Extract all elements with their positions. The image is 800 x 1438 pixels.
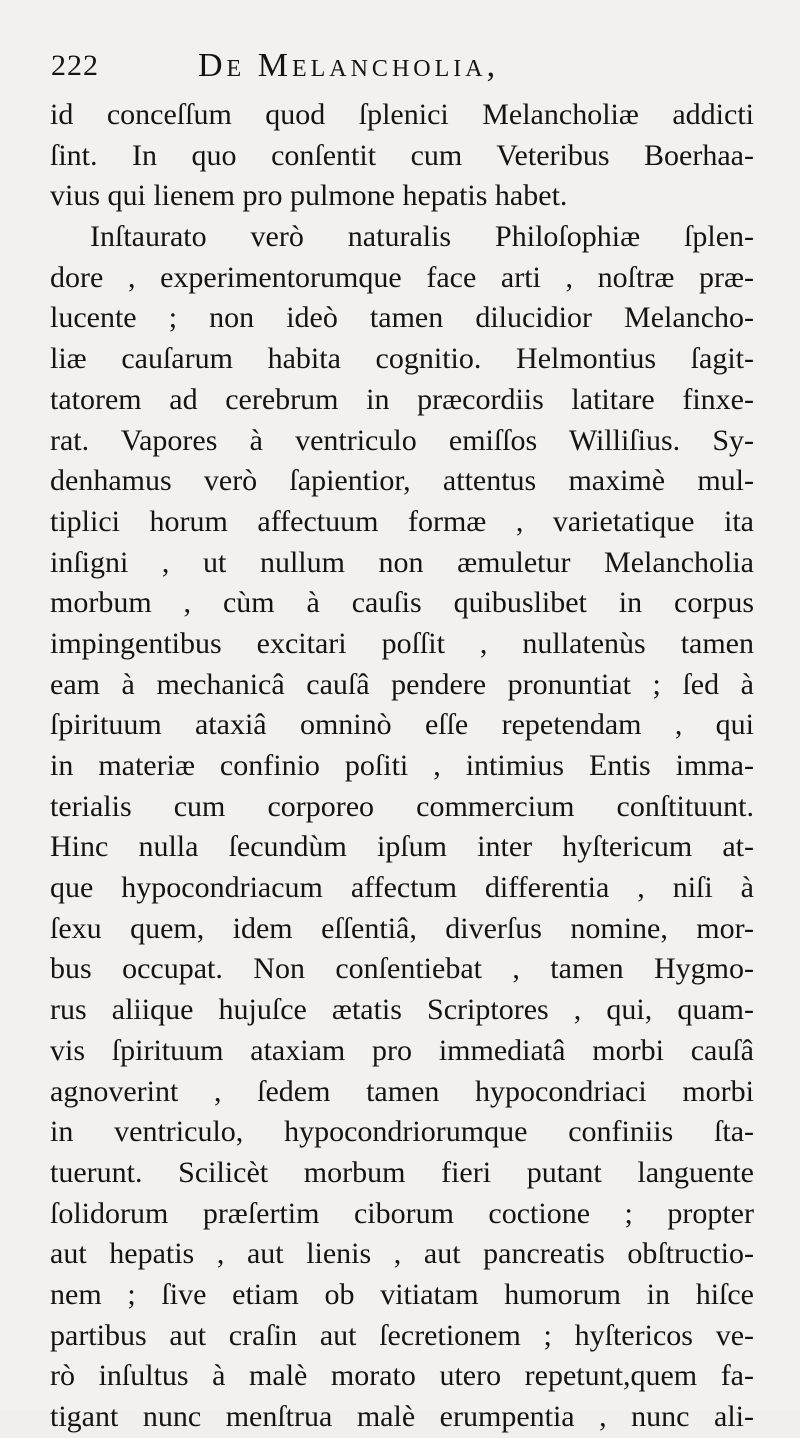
text-line: aut hepatis , aut lienis , aut pancreatis obſtructio- [50, 1237, 754, 1271]
text-line: in ventriculo, hypocondriorumque confiniis ſta- [50, 1115, 754, 1149]
text-line: partibus aut craſin aut ſecretionem ; hyſtericos ve- [50, 1318, 754, 1352]
text-line: denhamus verò ſapientior, attentus maximè mul- [50, 464, 754, 498]
text-line: nem ; ſive etiam ob vitiatam humorum in hiſce [50, 1277, 754, 1311]
text-line: ſint. In quo conſentit cum Veteribus Boerhaa- [50, 138, 754, 172]
text-line: tiplici horum affectuum formæ , varietatique ita [50, 504, 754, 538]
text-line: ſolidorum præſertim ciborum coctione ; propter [50, 1196, 754, 1230]
text-line: Hinc nulla ſecundùm ipſum inter hyſtericum at- [50, 830, 754, 864]
text-line: tuerunt. Scilicèt morbum fieri putant languente [50, 1155, 754, 1189]
text-line: agnoverint , ſedem tamen hypocondriaci morbi [50, 1074, 754, 1108]
page-number: 222 [51, 49, 99, 82]
text-line: morbum , cùm à cauſis quibuslibet in corpus [50, 586, 754, 620]
page-header [48, 42, 768, 90]
text-line: inſigni , ut nullum non æmuletur Melancholia [50, 545, 754, 579]
text-line: rus aliique hujuſce ætatis Scriptores , qui, quam- [50, 993, 754, 1027]
running-title: De Melancholia, [198, 47, 500, 84]
text-line: vius qui lienem pro pulmone hepatis habet. [50, 179, 568, 213]
text-line: ſexu quem, idem eſſentiâ, diverſus nomine, mor- [50, 911, 754, 945]
text-line: rò inſultus à malè morato utero repetunt,quem fa- [50, 1359, 754, 1393]
text-line: eam à mechanicâ cauſâ pendere pronuntiat ; ſed à [50, 667, 754, 701]
text-line: bus occupat. Non conſentiebat , tamen Hygmo- [50, 952, 754, 986]
text-line: Inſtaurato verò naturalis Philoſophiæ ſplen- [90, 220, 754, 254]
text-line: id conceſſum quod ſplenici Melancholiæ addicti [50, 98, 754, 131]
text-line: rat. Vapores à ventriculo emiſſos Williſius. Sy- [50, 423, 754, 457]
text-line: vis ſpirituum ataxiam pro immediatâ morbi cauſâ [50, 1033, 754, 1067]
text-line: liæ cauſarum habita cognitio. Helmontius ſagit- [50, 342, 754, 376]
text-line: dore , experimentorumque face arti , noſtræ præ- [50, 260, 754, 294]
text-line: que hypocondriacum affectum differentia , niſi à [50, 871, 754, 905]
text-line: tatorem ad cerebrum in præcordiis latitare finxe- [50, 382, 754, 416]
text-line: terialis cum corporeo commercium conſtituunt. [50, 789, 754, 823]
body-text [50, 95, 754, 1438]
text-line: impingentibus excitari poſſit , nullatenùs tamen [50, 626, 754, 660]
text-line: lucente ; non ideò tamen dilucidior Melancho- [50, 301, 754, 335]
text-line: tigant nunc menſtrua malè erumpentia , nunc ali- [50, 1400, 754, 1433]
text-line: ſpirituum ataxiâ omninò eſſe repetendam , qui [50, 708, 754, 742]
text-line: in materiæ confinio poſiti , intimius Entis imma- [50, 749, 754, 782]
